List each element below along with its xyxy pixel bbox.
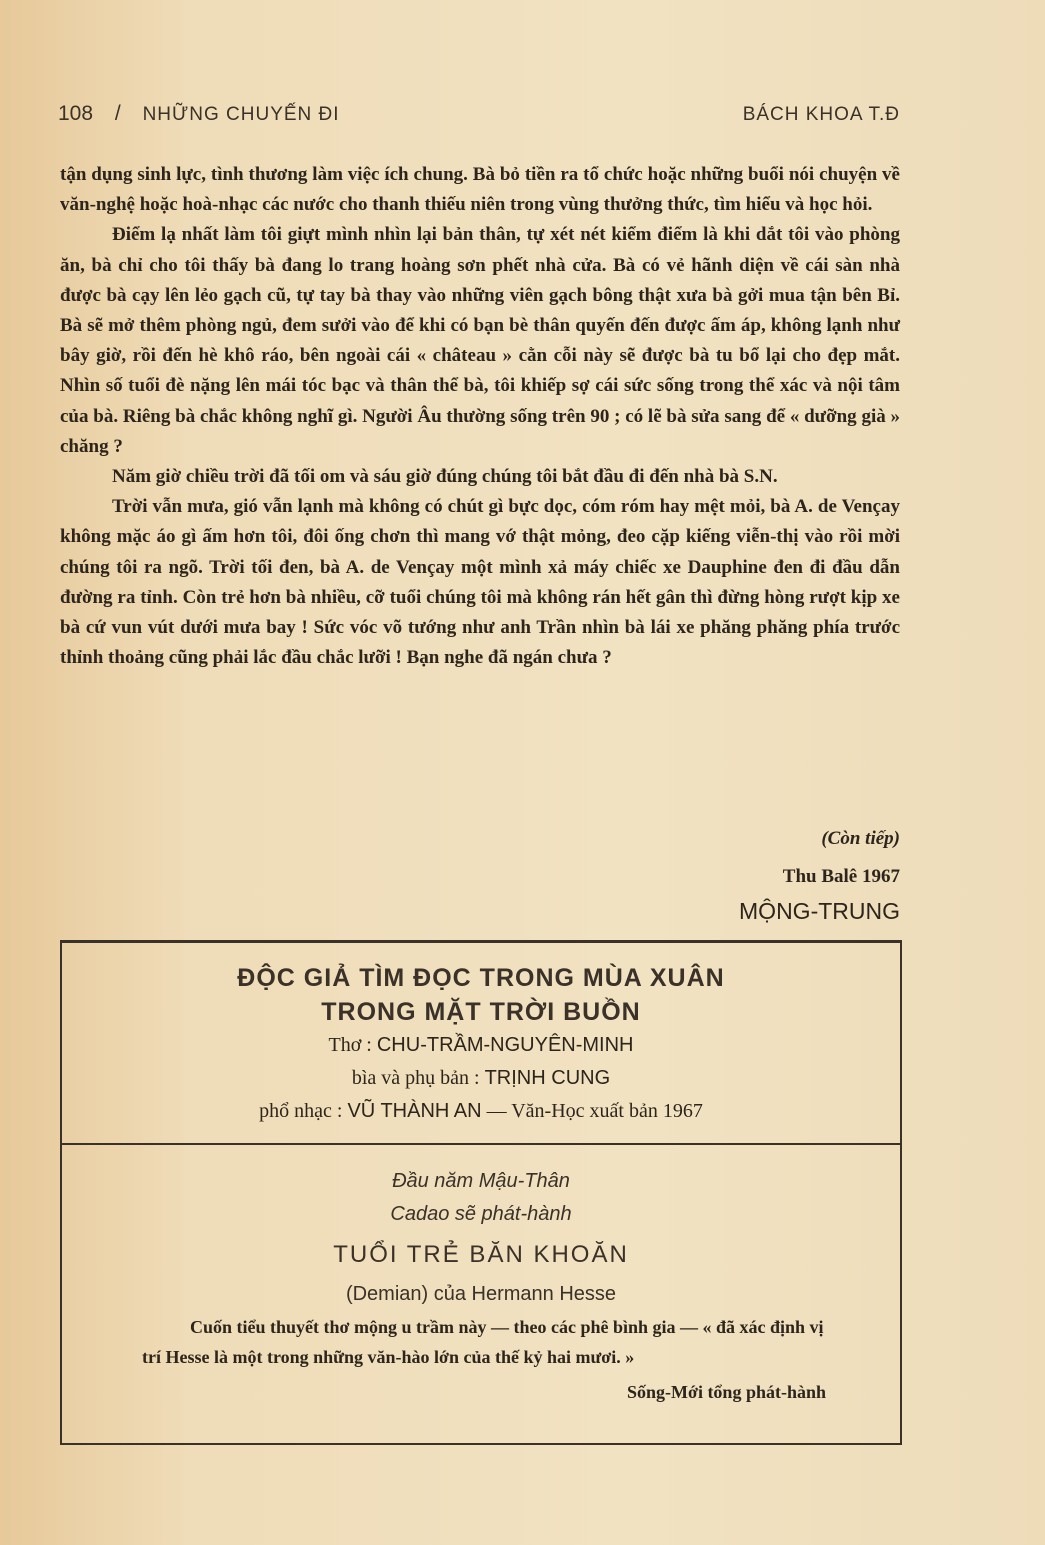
- distributor: Sống-Mới tổng phát-hành: [626, 1382, 826, 1402]
- cover-artist: TRỊNH CUNG: [484, 1067, 611, 1089]
- ad-divider: [62, 1143, 900, 1145]
- poet-label: Thơ :: [328, 1034, 372, 1056]
- advertisement-box: [60, 940, 902, 1445]
- publisher-info: — Văn-Học xuất bản 1967: [486, 1100, 703, 1122]
- header-separator: /: [114, 102, 121, 125]
- ad-poet-line: [62, 1029, 900, 1062]
- book-title: TUỔI TRẺ BĂN KHOĂN: [333, 1241, 629, 1268]
- article-date: Thu Balê 1967: [782, 866, 900, 887]
- article-author: MỘNG-TRUNG: [739, 898, 900, 924]
- book-ad-novel: [62, 1165, 900, 1403]
- page-number: 108: [58, 102, 94, 125]
- poet-name: CHU-TRẦM-NGUYÊN-MINH: [376, 1034, 634, 1056]
- cover-label: bìa và phụ bản :: [351, 1067, 480, 1089]
- paragraph: Điểm lạ nhất làm tôi giựt mình nhìn lại bản thân, tự xét nét kiểm điểm là khi dắt tôi vào phòng ăn, bà chỉ cho tôi thấy bà đang lo trang hoàng sơn phết nhà cửa. Bà có vẻ hãnh diện về cái sàn nhà được bà cạy lên lẻo gạch cũ, tự tay bà thay vào những viên gạch bông thật xưa bà gởi mua tận bên Bỉ. Bà sẽ mở thêm phòng ngủ, đem sưởi vào để khi có bạn bè thân quyến đến được ấm áp, không lạnh như bây giờ, rồi đến hè khô ráo, bên ngoài cái « château » cằn cỗi này sẽ được bà tu bổ lại cho đẹp mắt. Nhìn số tuổi đè nặng lên mái tóc bạc và thân thể bà, tôi khiếp sợ cái sức sống trong thể xác và nội tâm của bà. Riêng bà chắc không nghĩ gì. Người Âu thường sống trên 90 ; có lẽ bà sửa sang để « dưỡng già » chăng ?: [60, 224, 900, 457]
- header-left: [58, 102, 356, 126]
- publisher-line: Cadao sẽ phát-hành: [390, 1203, 572, 1225]
- release-date: Đầu năm Mậu-Thân: [392, 1170, 570, 1192]
- ad-title-line1: ĐỘC GIẢ TÌM ĐỌC TRONG MÙA XUÂN: [237, 964, 725, 992]
- composer-name: VŨ THÀNH AN: [347, 1100, 482, 1122]
- book-description: Cuốn tiểu thuyết thơ mộng u trầm này — theo các phê bình gia — « đã xác định vị trí Hesse là một trong những văn-hào lớn của thế kỷ hai mươi. »: [142, 1317, 824, 1367]
- ad-cover-line: [62, 1062, 900, 1095]
- paragraph: Năm giờ chiều trời đã tối om và sáu giờ đúng chúng tôi bắt đầu đi đến nhà bà S.N.: [112, 466, 778, 488]
- continued-note: (Còn tiếp): [821, 828, 900, 849]
- article-body: [60, 160, 900, 673]
- book-subtitle: (Demian) của Hermann Hesse: [345, 1283, 617, 1305]
- paragraph: Trời vẫn mưa, gió vẫn lạnh mà không có chút gì bực dọc, cóm róm hay mệt mỏi, bà A. de Vençay không mặc áo gì ấm hơn tôi, đôi ống chơn thì mang vớ thật mỏng, đeo cặp kiếng viễn-thị vào rồi mời chúng tôi ra ngõ. Trời tối đen, bà A. de Vençay một mình xả máy chiếc xe Dauphine đen đi đầu dẫn đường ra tỉnh. Còn trẻ hơn bà nhiều, cỡ tuổi chúng tôi mà không rán hết gân thì đừng hòng rượt kịp xe bà cứ vun vút dưới mưa bay ! Sức vóc võ tướng như anh Trần nhìn bà lái xe phăng phăng phía trước thỉnh thoảng cũng phải lắc đầu chắc lưỡi ! Bạn nghe đã ngán chưa ?: [60, 496, 900, 669]
- ad-title-line2: TRONG MẶT TRỜI BUỒN: [321, 998, 641, 1026]
- page-header: [58, 102, 900, 126]
- music-label: phổ nhạc :: [259, 1100, 343, 1122]
- paragraph: tận dụng sinh lực, tình thương làm việc ích chung. Bà bỏ tiền ra tổ chức hoặc những buổi nói chuyện về văn-nghệ hoặc hoà-nhạc các nước cho thanh thiếu niên trong vùng thưởng thức, tìm hiểu và học hỏi.: [60, 164, 900, 216]
- book-ad-poetry: [62, 961, 900, 1128]
- magazine-name: BÁCH KHOA T.Đ: [742, 104, 900, 125]
- section-title: NHỮNG CHUYẾN ĐI: [142, 104, 340, 125]
- ad-music-line: [62, 1095, 900, 1128]
